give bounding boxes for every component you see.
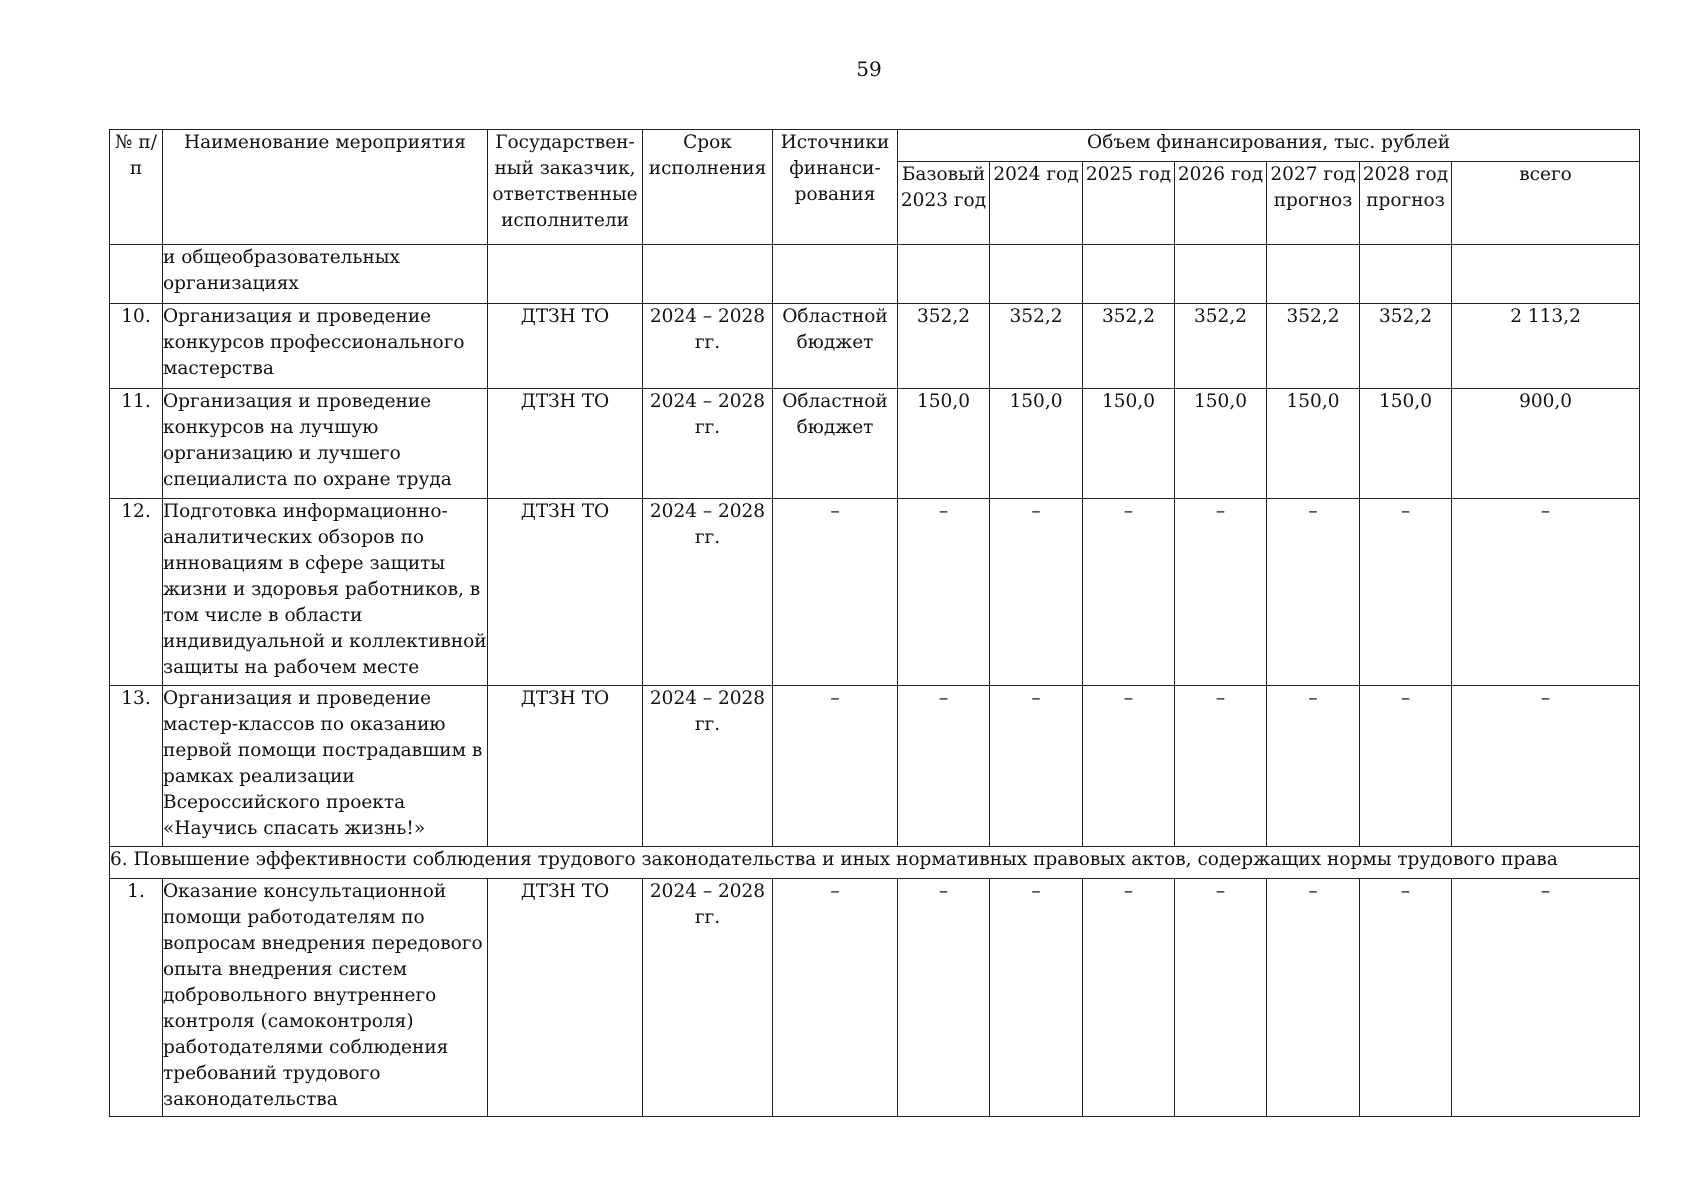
- cell-source: –: [773, 686, 898, 847]
- header-year-2028: 2028 год прогноз: [1360, 162, 1452, 245]
- table-row-continuation: [110, 245, 1640, 304]
- cell-value: 352,2: [990, 304, 1083, 389]
- cell-source: Областной бюджет: [773, 304, 898, 389]
- cell-value: –: [1083, 879, 1175, 1117]
- cell-total: –: [1452, 686, 1640, 847]
- cell-value: 352,2: [898, 304, 990, 389]
- cell-name: Оказание консультационной помощи работодателям по вопросам внедрения передового опыта внедрения систем добровольного внутреннего контроля (самоконтроля) работодателями соблюдения требований трудового законодательства: [163, 879, 488, 1117]
- cell-source: [773, 245, 898, 304]
- table-row: [110, 389, 1640, 499]
- header-num: № п/п: [110, 130, 163, 245]
- cell-value: –: [990, 499, 1083, 686]
- cell-total: 900,0: [1452, 389, 1640, 499]
- cell-value: 150,0: [990, 389, 1083, 499]
- cell-customer: ДТЗН ТО: [488, 499, 643, 686]
- cell-value: –: [1267, 879, 1360, 1117]
- cell-term: 2024 – 2028 гг.: [643, 499, 773, 686]
- table-row: [110, 499, 1640, 686]
- cell-num: 12.: [110, 499, 163, 686]
- cell-name: Организация и проведение конкурсов профессионального мастерства: [163, 304, 488, 389]
- table-row: [110, 304, 1640, 389]
- cell-value: –: [1360, 686, 1452, 847]
- table-row: [110, 879, 1640, 1117]
- cell-value: –: [898, 686, 990, 847]
- cell-total: –: [1452, 499, 1640, 686]
- cell-source: –: [773, 879, 898, 1117]
- header-year-2026: 2026 год: [1175, 162, 1267, 245]
- cell-term: 2024 – 2028 гг.: [643, 389, 773, 499]
- cell-value: –: [1360, 499, 1452, 686]
- header-source: Источники финанси-рования: [773, 130, 898, 245]
- header-volume: Объем финансирования, тыс. рублей: [898, 130, 1640, 162]
- cell-value: 352,2: [1360, 304, 1452, 389]
- cell-term: 2024 – 2028 гг.: [643, 879, 773, 1117]
- cell-value: –: [1267, 499, 1360, 686]
- header-term: Срок исполнения: [643, 130, 773, 245]
- cell-value: –: [1267, 686, 1360, 847]
- cell-value: –: [1175, 686, 1267, 847]
- cell-customer: [488, 245, 643, 304]
- cell-num: [110, 245, 163, 304]
- cell-customer: ДТЗН ТО: [488, 389, 643, 499]
- cell-total: –: [1452, 879, 1640, 1117]
- cell-value: –: [1083, 686, 1175, 847]
- cell-value: –: [898, 499, 990, 686]
- cell-value: –: [1360, 879, 1452, 1117]
- table-header: [110, 130, 1640, 245]
- cell-value: [1175, 245, 1267, 304]
- cell-value: –: [990, 686, 1083, 847]
- cell-term: 2024 – 2028 гг.: [643, 686, 773, 847]
- page-number: 59: [856, 57, 882, 81]
- cell-term: [643, 245, 773, 304]
- cell-value: [1267, 245, 1360, 304]
- cell-value: [990, 245, 1083, 304]
- cell-name: Организация и проведение мастер-классов по оказанию первой помощи пострадавшим в рамках реализации Всероссийского проекта «Научись спасать жизнь!»: [163, 686, 488, 847]
- cell-value: [1083, 245, 1175, 304]
- cell-value: –: [1175, 879, 1267, 1117]
- header-year-2025: 2025 год: [1083, 162, 1175, 245]
- section-row: [110, 847, 1640, 879]
- cell-num: 1.: [110, 879, 163, 1117]
- cell-value: –: [990, 879, 1083, 1117]
- cell-num: 13.: [110, 686, 163, 847]
- cell-value: –: [1083, 499, 1175, 686]
- table-row: [110, 686, 1640, 847]
- cell-customer: ДТЗН ТО: [488, 879, 643, 1117]
- header-year-2027: 2027 год прогноз: [1267, 162, 1360, 245]
- cell-total: 2 113,2: [1452, 304, 1640, 389]
- cell-value: 150,0: [1267, 389, 1360, 499]
- cell-num: 11.: [110, 389, 163, 499]
- cell-value: 150,0: [1175, 389, 1267, 499]
- cell-value: –: [898, 879, 990, 1117]
- cell-name: Организация и проведение конкурсов на лучшую организацию и лучшего специалиста по охране труда: [163, 389, 488, 499]
- header-year-base: Базовый 2023 год: [898, 162, 990, 245]
- header-total: всего: [1452, 162, 1640, 245]
- cell-num: 10.: [110, 304, 163, 389]
- cell-value: 352,2: [1175, 304, 1267, 389]
- cell-value: 352,2: [1267, 304, 1360, 389]
- header-customer: Государствен-ный заказчик, ответственные исполнители: [488, 130, 643, 245]
- table-body: [110, 245, 1640, 1117]
- cell-source: Областной бюджет: [773, 389, 898, 499]
- cell-source: –: [773, 499, 898, 686]
- cell-value: 150,0: [1360, 389, 1452, 499]
- financing-table: [109, 129, 1640, 1117]
- cell-value: 150,0: [1083, 389, 1175, 499]
- cell-name: и общеобразовательных организациях: [163, 245, 488, 304]
- cell-value: [1452, 245, 1640, 304]
- cell-customer: ДТЗН ТО: [488, 304, 643, 389]
- cell-value: [1360, 245, 1452, 304]
- cell-value: –: [1175, 499, 1267, 686]
- cell-name: Подготовка информационно-аналитических обзоров по инновациям в сфере защиты жизни и здоровья работников, в том числе в области индивидуальной и коллективной защиты на рабочем месте: [163, 499, 488, 686]
- cell-customer: ДТЗН ТО: [488, 686, 643, 847]
- header-name: Наименование мероприятия: [163, 130, 488, 245]
- header-year-2024: 2024 год: [990, 162, 1083, 245]
- cell-term: 2024 – 2028 гг.: [643, 304, 773, 389]
- cell-value: [898, 245, 990, 304]
- cell-value: 150,0: [898, 389, 990, 499]
- section-title: 6. Повышение эффективности соблюдения трудового законодательства и иных нормативных правовых актов, содержащих нормы трудового права: [110, 847, 1640, 879]
- cell-value: 352,2: [1083, 304, 1175, 389]
